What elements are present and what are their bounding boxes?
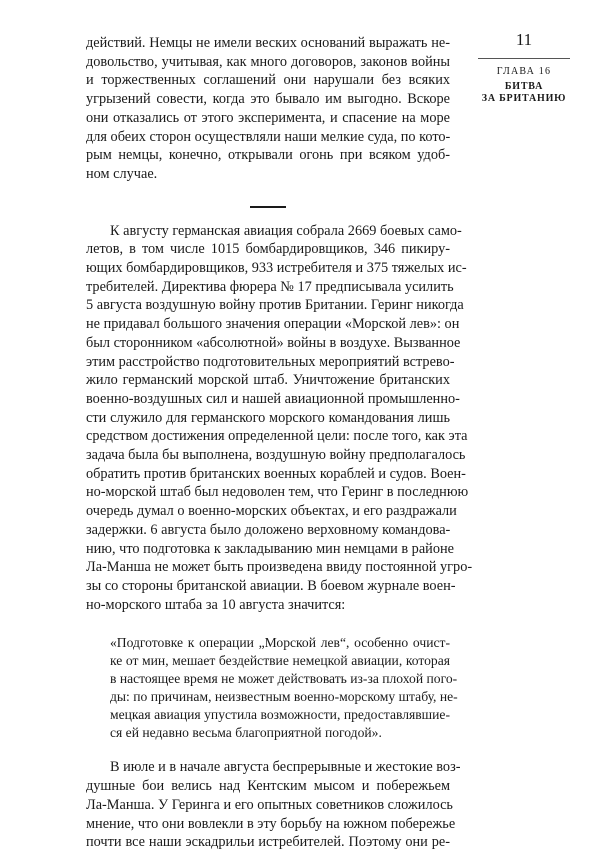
text-line: В июле и в начале августа беспрерывные и жестокие воз- bbox=[110, 759, 461, 776]
text-line: нию, что подготовка к закладыванию мин немцами в районе bbox=[86, 540, 454, 557]
text-line: 5 августа воздушную войну против Британии. Геринг никогда bbox=[86, 297, 464, 314]
quote-line: ся ей недавно весьма благоприятной погодой». bbox=[110, 725, 382, 741]
section-divider bbox=[250, 206, 286, 208]
text-line: мнение, что они вовлекли в эту борьбу на южном побережье bbox=[86, 815, 456, 832]
text-line: сти служило для германского морского командования лишь bbox=[86, 409, 450, 426]
text-line: очередь думал о военно-морских объектах, и его раздражали bbox=[86, 503, 457, 520]
text-line: зы со стороны британской авиации. В боевом журнале воен- bbox=[86, 577, 456, 594]
chapter-title-line: ЗА БРИТАНИЮ bbox=[481, 93, 567, 104]
text-line: душные бои велись над Кентским мысом и побережьем bbox=[86, 778, 450, 795]
text-line: обратить против британских военных кораблей и судов. Воен- bbox=[86, 465, 466, 482]
chapter-label: ГЛАВА 16 bbox=[496, 66, 552, 77]
page-number: 11 bbox=[515, 30, 533, 49]
main-text-column bbox=[86, 34, 473, 852]
text-line: они отказались от этого эксперимента, и спасение на море bbox=[86, 109, 450, 126]
text-line: довольство, учитывая, как много договоров, законов войны bbox=[86, 53, 450, 70]
chapter-title-line: БИТВА bbox=[504, 81, 544, 92]
text-line: почти все наши эскадрильи истребителей. Поэтому они ре- bbox=[86, 834, 450, 851]
text-line: К августу германская авиация собрала 2669 боевых само- bbox=[110, 222, 462, 239]
paragraph-1 bbox=[86, 34, 450, 184]
text-line: но-морского штаба за 10 августа значится: bbox=[86, 596, 346, 613]
quote-line: ды: по причинам, неизвестным военно-морскому штабу, не- bbox=[110, 689, 458, 705]
text-line: требителей. Директива фюрера № 17 предписывала усилить bbox=[86, 278, 454, 295]
quote-line: в настоящее время не может действовать из-за плохой пого- bbox=[110, 671, 458, 687]
text-line: не придавал большого значения операции «Морской лев»: он bbox=[86, 316, 460, 333]
text-line: ном случае. bbox=[86, 165, 158, 182]
block-quote bbox=[110, 634, 458, 742]
quote-line: «Подготовке к операции „Морской лев“, особенно очист- bbox=[110, 635, 450, 651]
text-line: действий. Немцы не имели веских оснований выражать не- bbox=[86, 35, 450, 51]
text-line: военно-воздушных сил и нашей авиационной промышленно- bbox=[86, 390, 460, 407]
text-line: задача была бы выполнена, воздушную войну предполагалось bbox=[86, 447, 466, 464]
quote-line: ке от мин, мешает бездействие немецкой авиации, которая bbox=[110, 653, 450, 669]
text-line: и торжественных соглашений они нарушали без всяких bbox=[86, 72, 450, 89]
text-line: но-морской штаб был недоволен тем, что Геринг в последнюю bbox=[86, 484, 469, 501]
text-line: задержки. 6 августа было доложено верховному командова- bbox=[86, 521, 451, 538]
text-line: Ла-Манша. У Геринга и его опытных советников сложилось bbox=[86, 796, 453, 813]
text-line: летов, в том числе 1015 бомбардировщиков, 346 пикиру- bbox=[86, 241, 450, 258]
running-header-sidebar bbox=[478, 30, 570, 105]
text-line: угрызений совести, когда это бывало им выгодно. Вскоре bbox=[86, 91, 450, 108]
text-line: средством достижения определенной цели: после того, как эта bbox=[86, 428, 468, 445]
text-line: для обеих сторон осуществляли наши мелкие суда, по кото- bbox=[86, 128, 451, 145]
chapter-title bbox=[478, 81, 570, 105]
text-line: ющих бомбардировщиков, 933 истребителя и 375 тяжелых ис- bbox=[86, 260, 467, 277]
quote-line: мецкая авиация упустила возможности, предоставлявшие- bbox=[110, 707, 450, 723]
paragraph-3 bbox=[86, 758, 461, 852]
text-line: Ла-Манша не может быть произведена ввиду постоянной угро- bbox=[86, 559, 473, 576]
text-line: был сторонником «абсолютной» войны в воздухе. Вызванное bbox=[86, 334, 461, 351]
paragraph-2 bbox=[86, 222, 473, 615]
text-line: этим расстройство подготовительных мероприятий встрево- bbox=[86, 353, 455, 370]
text-line: рым немцы, конечно, открывали огонь при всяком удоб- bbox=[86, 147, 450, 164]
sidebar-rule bbox=[478, 58, 570, 59]
text-line: жило германский морской штаб. Уничтожение британских bbox=[86, 372, 450, 389]
